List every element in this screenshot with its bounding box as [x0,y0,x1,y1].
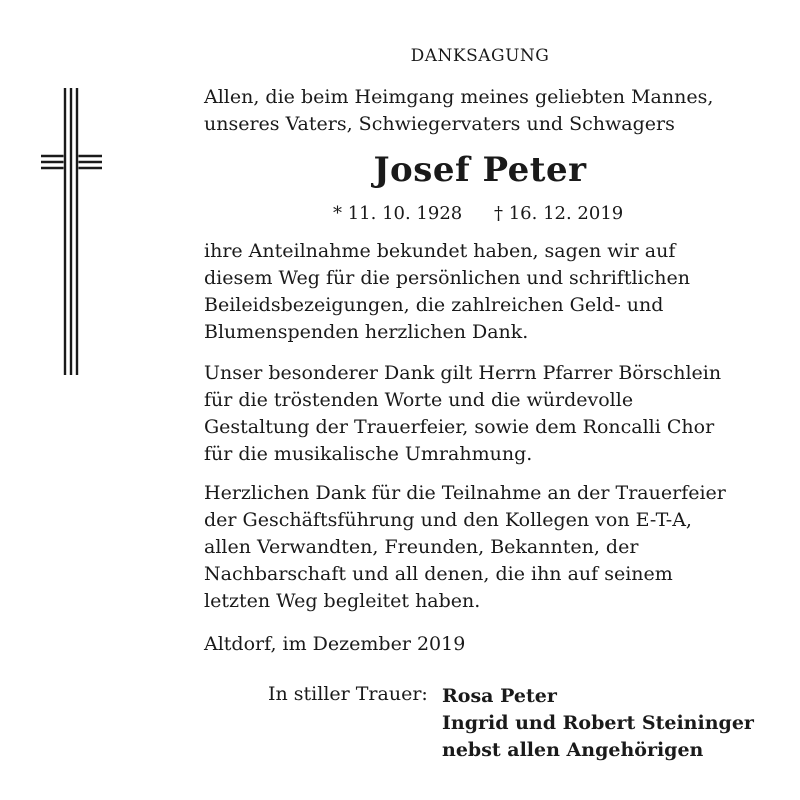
signer-name: Rosa Peter [442,685,557,707]
text-line: Unser besonderer Dank gilt Herrn Pfarrer Börschlein [204,362,722,384]
intro-text [204,84,794,138]
text-line: Herzlichen Dank für die Teilnahme an der Trauerfeier [204,482,726,504]
paragraph-1 [204,238,794,346]
text-line: Gestaltung der Trauerfeier, sowie dem Roncalli Chor [204,416,715,438]
text-line: für die musikalische Umrahmung. [204,443,533,465]
text-line: Beileidsbezeigungen, die zahlreichen Geld- und [204,294,664,316]
text-line: allen Verwandten, Freunden, Bekannten, der [204,536,639,558]
text-line: letzten Weg begleitet haben. [204,590,481,612]
intro-line: Allen, die beim Heimgang meines geliebten Mannes, [204,86,714,108]
heading: DANKSAGUNG [410,46,550,66]
intro-line: unseres Vaters, Schwiegervaters und Schwagers [204,113,675,135]
signer-name: Ingrid und Robert Steininger [442,712,754,734]
mourning-label: In stiller Trauer: [268,683,428,705]
text-line: Nachbarschaft und all denen, die ihn auf seinem [204,563,673,585]
text-line: für die tröstenden Worte und die würdevolle [204,389,634,411]
place-date: Altdorf, im Dezember 2019 [204,633,466,655]
death-date: † 16. 12. 2019 [494,203,624,224]
paragraph-3 [204,480,794,615]
text-line: der Geschäftsführung und den Kollegen von E-T-A, [204,509,692,531]
text-line: diesem Weg für die persönlichen und schriftlichen [204,267,690,289]
deceased-name: Josef Peter [373,150,587,190]
text-line: ihre Anteilnahme bekundet haben, sagen wir auf [204,240,676,262]
text-line: Blumenspenden herzlichen Dank. [204,321,529,343]
signers-list [442,683,754,764]
paragraph-2 [204,360,794,468]
birth-date: * 11. 10. 1928 [333,203,463,224]
signer-name: nebst allen Angehörigen [442,739,704,761]
